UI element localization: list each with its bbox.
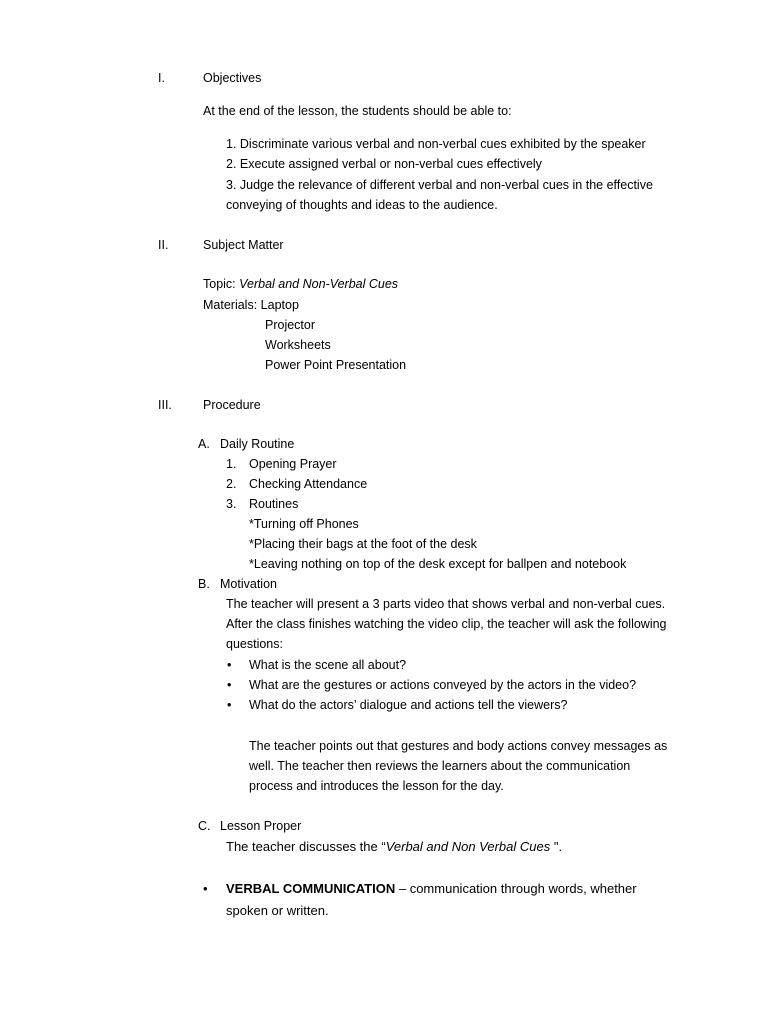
material-item: Laptop <box>260 298 299 312</box>
section-title: Subject Matter <box>203 238 284 252</box>
motivation-paragraph2-line: well. The teacher then reviews the learners about the communication <box>249 759 631 773</box>
subsection-letter: B. <box>198 577 210 591</box>
section-number: II. <box>158 238 169 252</box>
objective-item: 2. Execute assigned verbal or non-verbal cues effectively <box>226 157 542 171</box>
routine-subitem: *Turning off Phones <box>249 517 359 531</box>
motivation-paragraph-line: The teacher will present a 3 parts video that shows verbal and non-verbal cues. <box>226 597 666 611</box>
routine-subitem: *Placing their bags at the foot of the desk <box>249 537 477 551</box>
objective-item: 3. Judge the relevance of different verbal and non-verbal cues in the effective <box>226 178 653 192</box>
subsection-letter: A. <box>198 437 210 451</box>
verbal-term: VERBAL COMMUNICATION <box>226 881 396 896</box>
objectives-intro: At the end of the lesson, the students should be able to: <box>203 104 512 118</box>
section-number: I. <box>158 71 165 85</box>
question-item: What do the actors’ dialogue and actions tell the viewers? <box>249 698 568 712</box>
routine-item: Opening Prayer <box>249 457 337 471</box>
topic-label: Topic: <box>203 277 236 291</box>
topic-value: Verbal and Non-Verbal Cues <box>239 277 399 291</box>
verbal-definition-text: – communication through words, whether <box>395 881 637 896</box>
motivation-paragraph2-line: The teacher points out that gestures and body actions convey messages as <box>249 739 668 753</box>
motivation-paragraph-line: After the class finishes watching the video clip, the teacher will ask the following <box>226 617 667 631</box>
lesson-line-suffix: ". <box>550 839 563 854</box>
question-item: What are the gestures or actions conveyed by the actors in the video? <box>249 678 637 692</box>
verbal-definition-continued: spoken or written. <box>226 903 329 918</box>
subsection-title: Daily Routine <box>220 437 295 451</box>
routine-number: 2. <box>226 477 237 491</box>
subsection-letter: C. <box>198 819 211 833</box>
material-item: Power Point Presentation <box>265 358 407 372</box>
routine-number: 1. <box>226 457 237 471</box>
lesson-line-italic: Verbal and Non Verbal Cues <box>385 839 551 854</box>
section-number: III. <box>158 398 172 412</box>
routine-item: Checking Attendance <box>249 477 368 491</box>
lesson-line-prefix: The teacher discusses the “ <box>226 839 386 854</box>
bullet-icon: • <box>227 698 232 712</box>
bullet-icon: • <box>203 881 208 896</box>
subsection-title: Lesson Proper <box>220 819 302 833</box>
bullet-icon: • <box>227 658 232 672</box>
motivation-paragraph-line: questions: <box>226 637 283 651</box>
motivation-paragraph2-line: process and introduces the lesson for the day. <box>249 779 504 793</box>
lesson-proper-line <box>226 837 562 857</box>
verbal-definition <box>226 879 637 899</box>
bullet-icon: • <box>227 678 232 692</box>
subsection-title: Motivation <box>220 577 277 591</box>
materials-line <box>203 295 299 315</box>
routine-number: 3. <box>226 497 237 511</box>
objective-item-continued: conveying of thoughts and ideas to the audience. <box>226 198 498 212</box>
topic-line <box>203 274 398 294</box>
question-item: What is the scene all about? <box>249 658 407 672</box>
routine-subitem: *Leaving nothing on top of the desk except for ballpen and notebook <box>249 557 627 571</box>
material-item: Worksheets <box>265 338 331 352</box>
material-item: Projector <box>265 318 316 332</box>
materials-label: Materials: <box>203 298 258 312</box>
objective-item: 1. Discriminate various verbal and non-verbal cues exhibited by the speaker <box>226 137 646 151</box>
section-title: Procedure <box>203 398 261 412</box>
section-title: Objectives <box>203 71 262 85</box>
routine-item: Routines <box>249 497 299 511</box>
